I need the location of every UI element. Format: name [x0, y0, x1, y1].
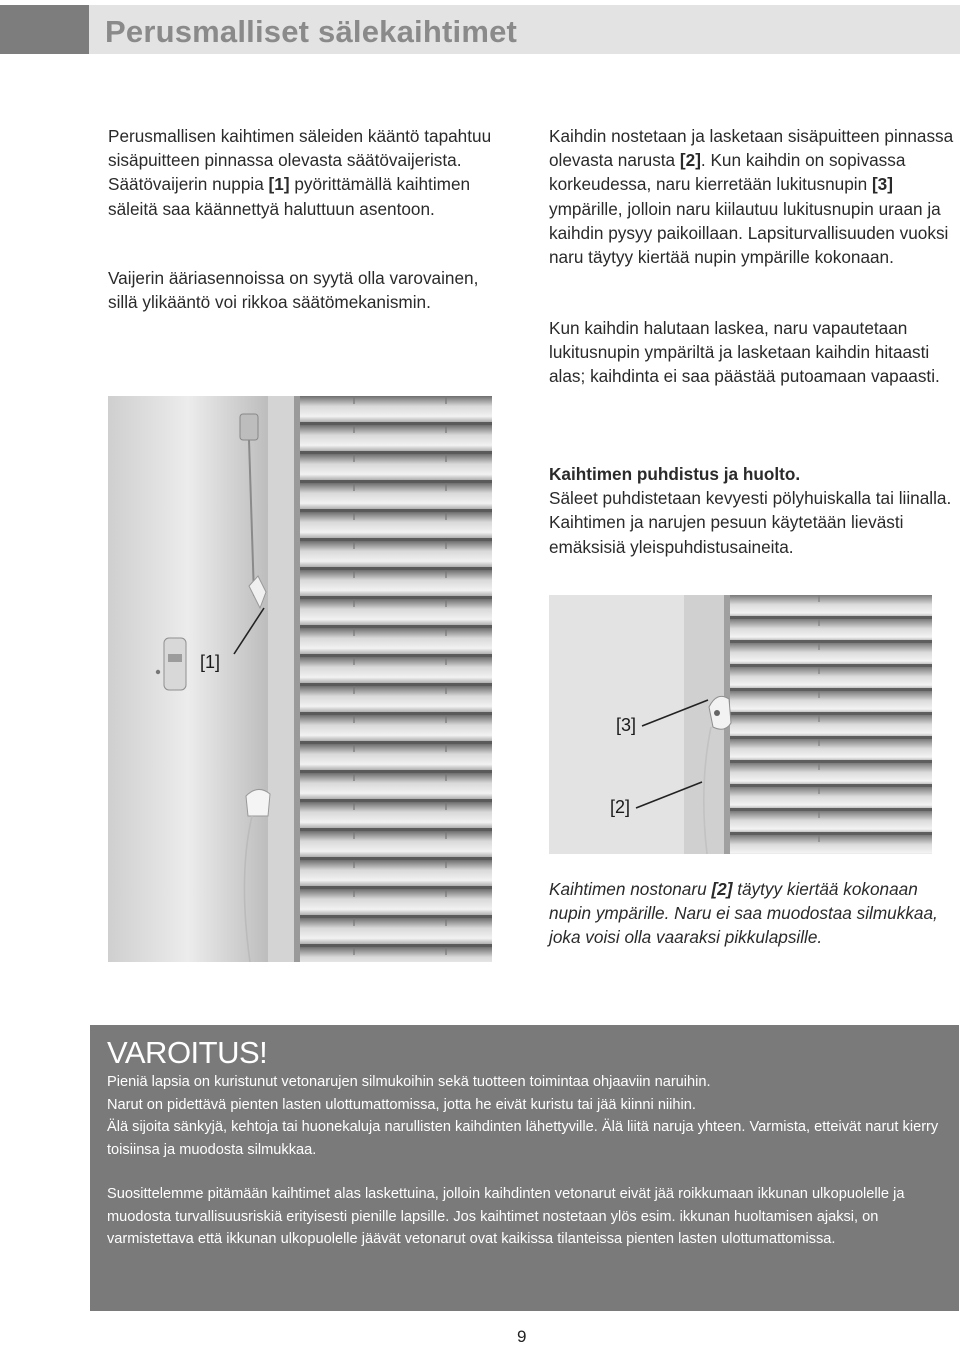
- lift-text-b: . Kun kaihdin on sopivassa korkeudessa, naru kierretään lukitusnupin: [549, 150, 906, 195]
- callout-line-3: [640, 698, 712, 728]
- ref-1: [1]: [268, 174, 290, 195]
- warning-recommendation: Suosittelemme pitämään kaihtimet alas laskettuina, jolloin kaihdinten vetonarut eivät jää roikkumaan ikkunan ulkopuolelle ja muodosta turvallisuusriskiä erityisesti pienille lapsille. Jos kaihtimet nostetaan ylös esim. ikkunan huoltamisen ajaksi, on varmistettava että ikkunan ulkopuolelle jäävät vetonarut ovat kaikissa tilanteissa pienten lasten ulottumattomissa.: [107, 1186, 905, 1247]
- lift-text-a: Kaihdin nostetaan ja lasketaan sisäpuitteen pinnassa olevasta narusta: [549, 126, 954, 171]
- caption-text-a: Kaihtimen nostonaru: [549, 879, 712, 899]
- warning-line: Narut on pidettävä pienten lasten ulottumattomissa, jotta he eivät kuristu tai jää kiinni niihin.: [107, 1096, 696, 1113]
- warning-line: Älä sijoita sänkyjä, kehtoja tai huonekaluja narullisten kaihdinten lähettyville. Älä liitä naruja yhteen. Varmista, etteivät narut kierry toisiinsa ja muodosta silmukkaa.: [107, 1119, 939, 1158]
- tilt-instructions: [108, 124, 508, 221]
- callout-line-2: [634, 780, 706, 810]
- tilt-text-a: Perusmallisen kaihtimen säleiden kääntö tapahtuu sisäpuitteen pinnassa olevasta säätövaijerista. Säätövaijerin nuppia: [108, 126, 492, 195]
- tilt-caution: Vaijerin ääriasennoissa on syytä olla varovainen, sillä ylikääntö voi rikkoa säätömekanismin.: [108, 268, 479, 313]
- blind-tilt-photo: [108, 396, 492, 962]
- callout-label-3: [3]: [616, 715, 637, 735]
- maintenance-text: Säleet puhdistetaan kevyesti pölyhuiskalla tai liinalla. Kaihtimen ja narujen pesuun käytetään lievästi emäksisiä yleispuhdistusaineita.: [549, 488, 952, 557]
- callout-line-1: [228, 606, 268, 656]
- maintenance-heading: Kaihtimen puhdistus ja huolto.: [549, 464, 801, 484]
- callout-label-1: [1]: [200, 652, 221, 672]
- page-number: 9: [517, 1327, 527, 1346]
- lift-instructions: [549, 124, 959, 269]
- caption-ref-2: [2]: [711, 879, 733, 899]
- header-accent-block: [0, 5, 89, 54]
- lock-knob-photo: [549, 595, 932, 854]
- page-title: Perusmalliset sälekaihtimet: [105, 14, 518, 49]
- ref-3: [3]: [871, 174, 893, 195]
- callout-label-2: [2]: [610, 797, 631, 817]
- tilt-text-b: pyörittämällä kaihtimen säleitä saa käännettyä haluttuun asentoon.: [108, 174, 471, 219]
- lowering-instructions: Kun kaihdin halutaan laskea, naru vapautetaan lukitusnupin ympäriltä ja lasketaan kaihdin hitaasti alas; kaihdinta ei saa päästää putoamaan vapaasti.: [549, 318, 940, 387]
- warning-title: VAROITUS!: [107, 1035, 268, 1070]
- ref-2: [2]: [679, 150, 701, 171]
- lift-text-c: ympärille, jolloin naru kiilautuu lukitusnupin uraan ja kaihdin pysyy paikoillaan. Lapsiturvallisuuden vuoksi naru täytyy kiertää nupin ympärille kokonaan.: [549, 198, 949, 268]
- maintenance-section: [549, 462, 959, 559]
- warning-line: Pieniä lapsia on kuristunut vetonarujen silmukoihin sekä tuotteen toimintaa ohjaaviin naruihin.: [107, 1074, 711, 1090]
- caption-text-b: täytyy kiertää kokonaan nupin ympärille. Naru ei saa muodostaa silmukkaa, joka voisi olla vaaraksi pikkulapsille.: [549, 879, 938, 948]
- figure-caption: [549, 877, 959, 950]
- warning-text: [107, 1071, 957, 1161]
- warning-box: [90, 1025, 959, 1311]
